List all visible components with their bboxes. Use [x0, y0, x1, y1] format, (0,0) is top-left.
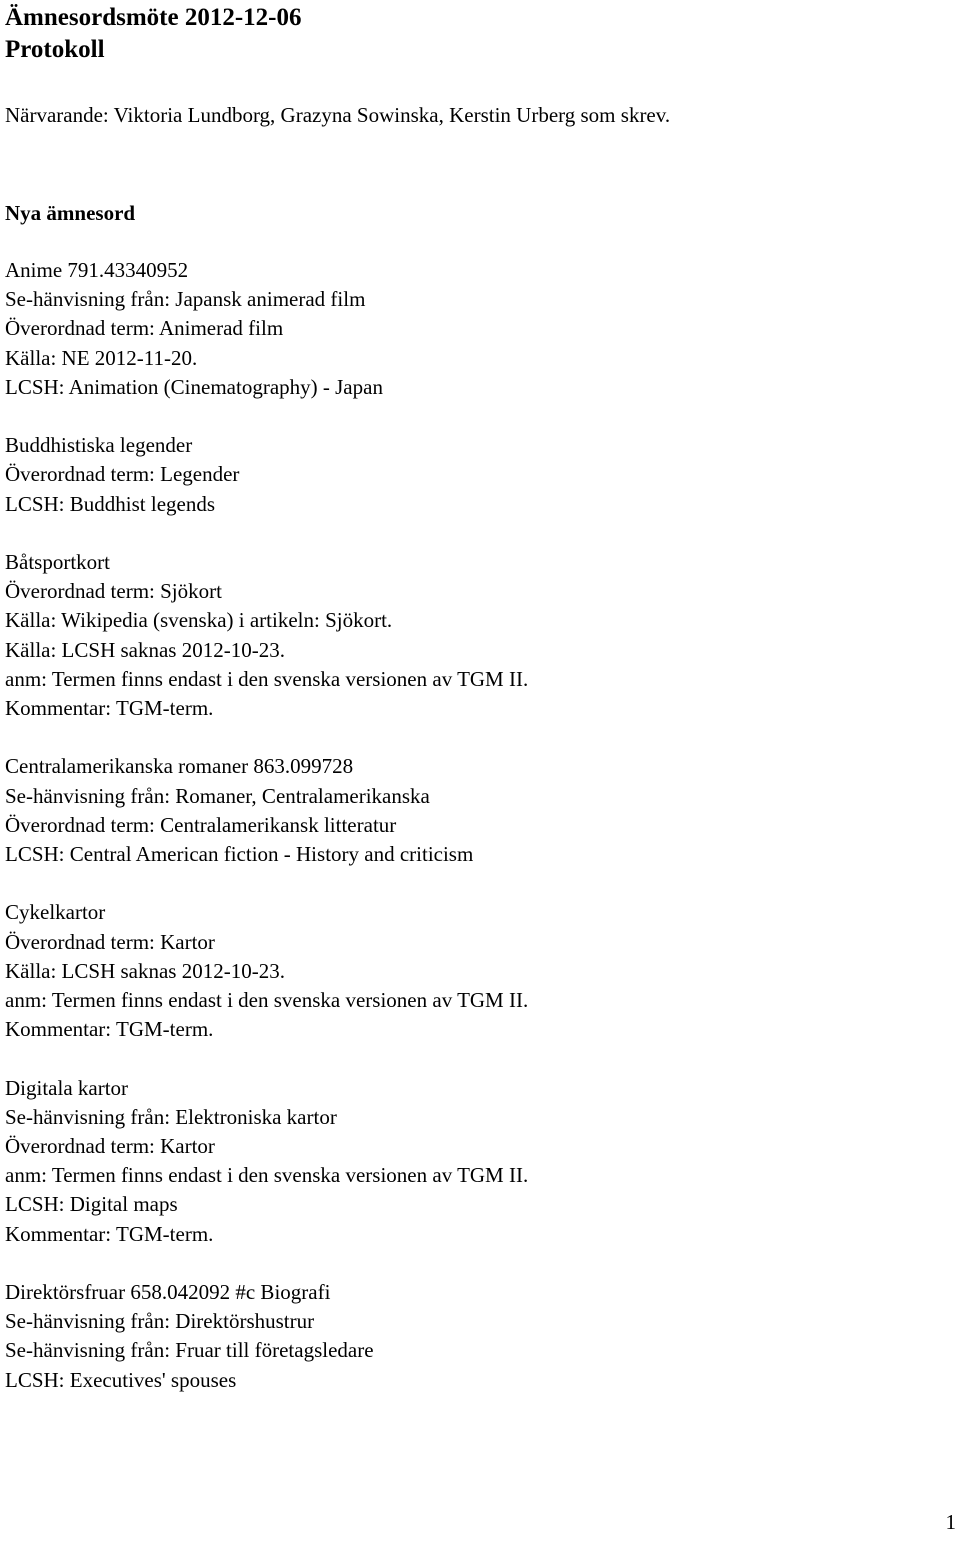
page-number: 1 [945, 1510, 956, 1534]
entry-term: Direktörsfruar 658.042092 #c Biografi [5, 1280, 331, 1305]
entry-detail-line: Källa: NE 2012-11-20. [5, 345, 198, 370]
entry-term: Buddhistiska legender [5, 433, 193, 458]
entry-detail-line: Kommentar: TGM-term. [5, 1017, 214, 1042]
entry-term: Cykelkartor [5, 900, 106, 925]
entry-detail-line: Kommentar: TGM-term. [5, 1221, 214, 1246]
entry-detail-line: Överordnad term: Legender [5, 462, 240, 487]
meeting-title: Ämnesordsmöte 2012-12-06 [5, 4, 302, 31]
subject-entry [5, 548, 528, 723]
entry-detail-line: Källa: LCSH saknas 2012-10-23. [5, 958, 285, 983]
entry-detail-line: Överordnad term: Centralamerikansk litteratur [5, 812, 397, 837]
entry-detail-line: Kommentar: TGM-term. [5, 696, 214, 721]
subject-entries [5, 256, 528, 1424]
entry-detail-line: LCSH: Buddhist legends [5, 491, 216, 516]
section-heading: Nya ämnesord [5, 201, 136, 225]
entry-detail-line: Se-hänvisning från: Elektroniska kartor [5, 1104, 337, 1129]
entry-detail-line: LCSH: Central American fiction - History and criticism [5, 842, 474, 867]
entry-detail-line: LCSH: Animation (Cinematography) - Japan [5, 374, 383, 399]
entry-detail-line: anm: Termen finns endast i den svenska versionen av TGM II. [5, 666, 529, 691]
entry-detail-line: Se-hänvisning från: Japansk animerad film [5, 287, 366, 312]
entry-detail-line: Överordnad term: Animerad film [5, 316, 284, 341]
entry-term: Anime 791.43340952 [5, 258, 189, 282]
document-type: Protokoll [5, 36, 105, 63]
subject-entry [5, 1278, 528, 1395]
entry-detail-line: anm: Termen finns endast i den svenska versionen av TGM II. [5, 1163, 529, 1188]
subject-entry [5, 256, 528, 402]
entry-detail-line: LCSH: Digital maps [5, 1192, 178, 1217]
entry-detail-line: Källa: Wikipedia (svenska) i artikeln: Sjökort. [5, 608, 393, 633]
subject-entry [5, 1074, 528, 1249]
entry-detail-line: Överordnad term: Sjökort [5, 579, 222, 604]
entry-term: Båtsportkort [5, 550, 110, 574]
attendees-line: Närvarande: Viktoria Lundborg, Grazyna Sowinska, Kerstin Urberg som skrev. [5, 103, 671, 127]
subject-entry [5, 431, 528, 519]
subject-entry [5, 898, 528, 1044]
entry-detail-line: LCSH: Executives' spouses [5, 1367, 237, 1392]
entry-detail-line: Överordnad term: Kartor [5, 929, 215, 954]
entry-detail-line: Se-hänvisning från: Fruar till företagsledare [5, 1338, 374, 1363]
entry-detail-line: anm: Termen finns endast i den svenska versionen av TGM II. [5, 988, 529, 1013]
entry-detail-line: Se-hänvisning från: Direktörshustrur [5, 1309, 315, 1334]
subject-entry [5, 752, 528, 869]
page-title [5, 2, 301, 66]
entry-detail-line: Överordnad term: Kartor [5, 1134, 215, 1159]
entry-detail-line: Källa: LCSH saknas 2012-10-23. [5, 637, 285, 662]
entry-term: Digitala kartor [5, 1075, 129, 1100]
entry-detail-line: Se-hänvisning från: Romaner, Centralamerikanska [5, 783, 430, 808]
entry-term: Centralamerikanska romaner 863.099728 [5, 754, 354, 779]
